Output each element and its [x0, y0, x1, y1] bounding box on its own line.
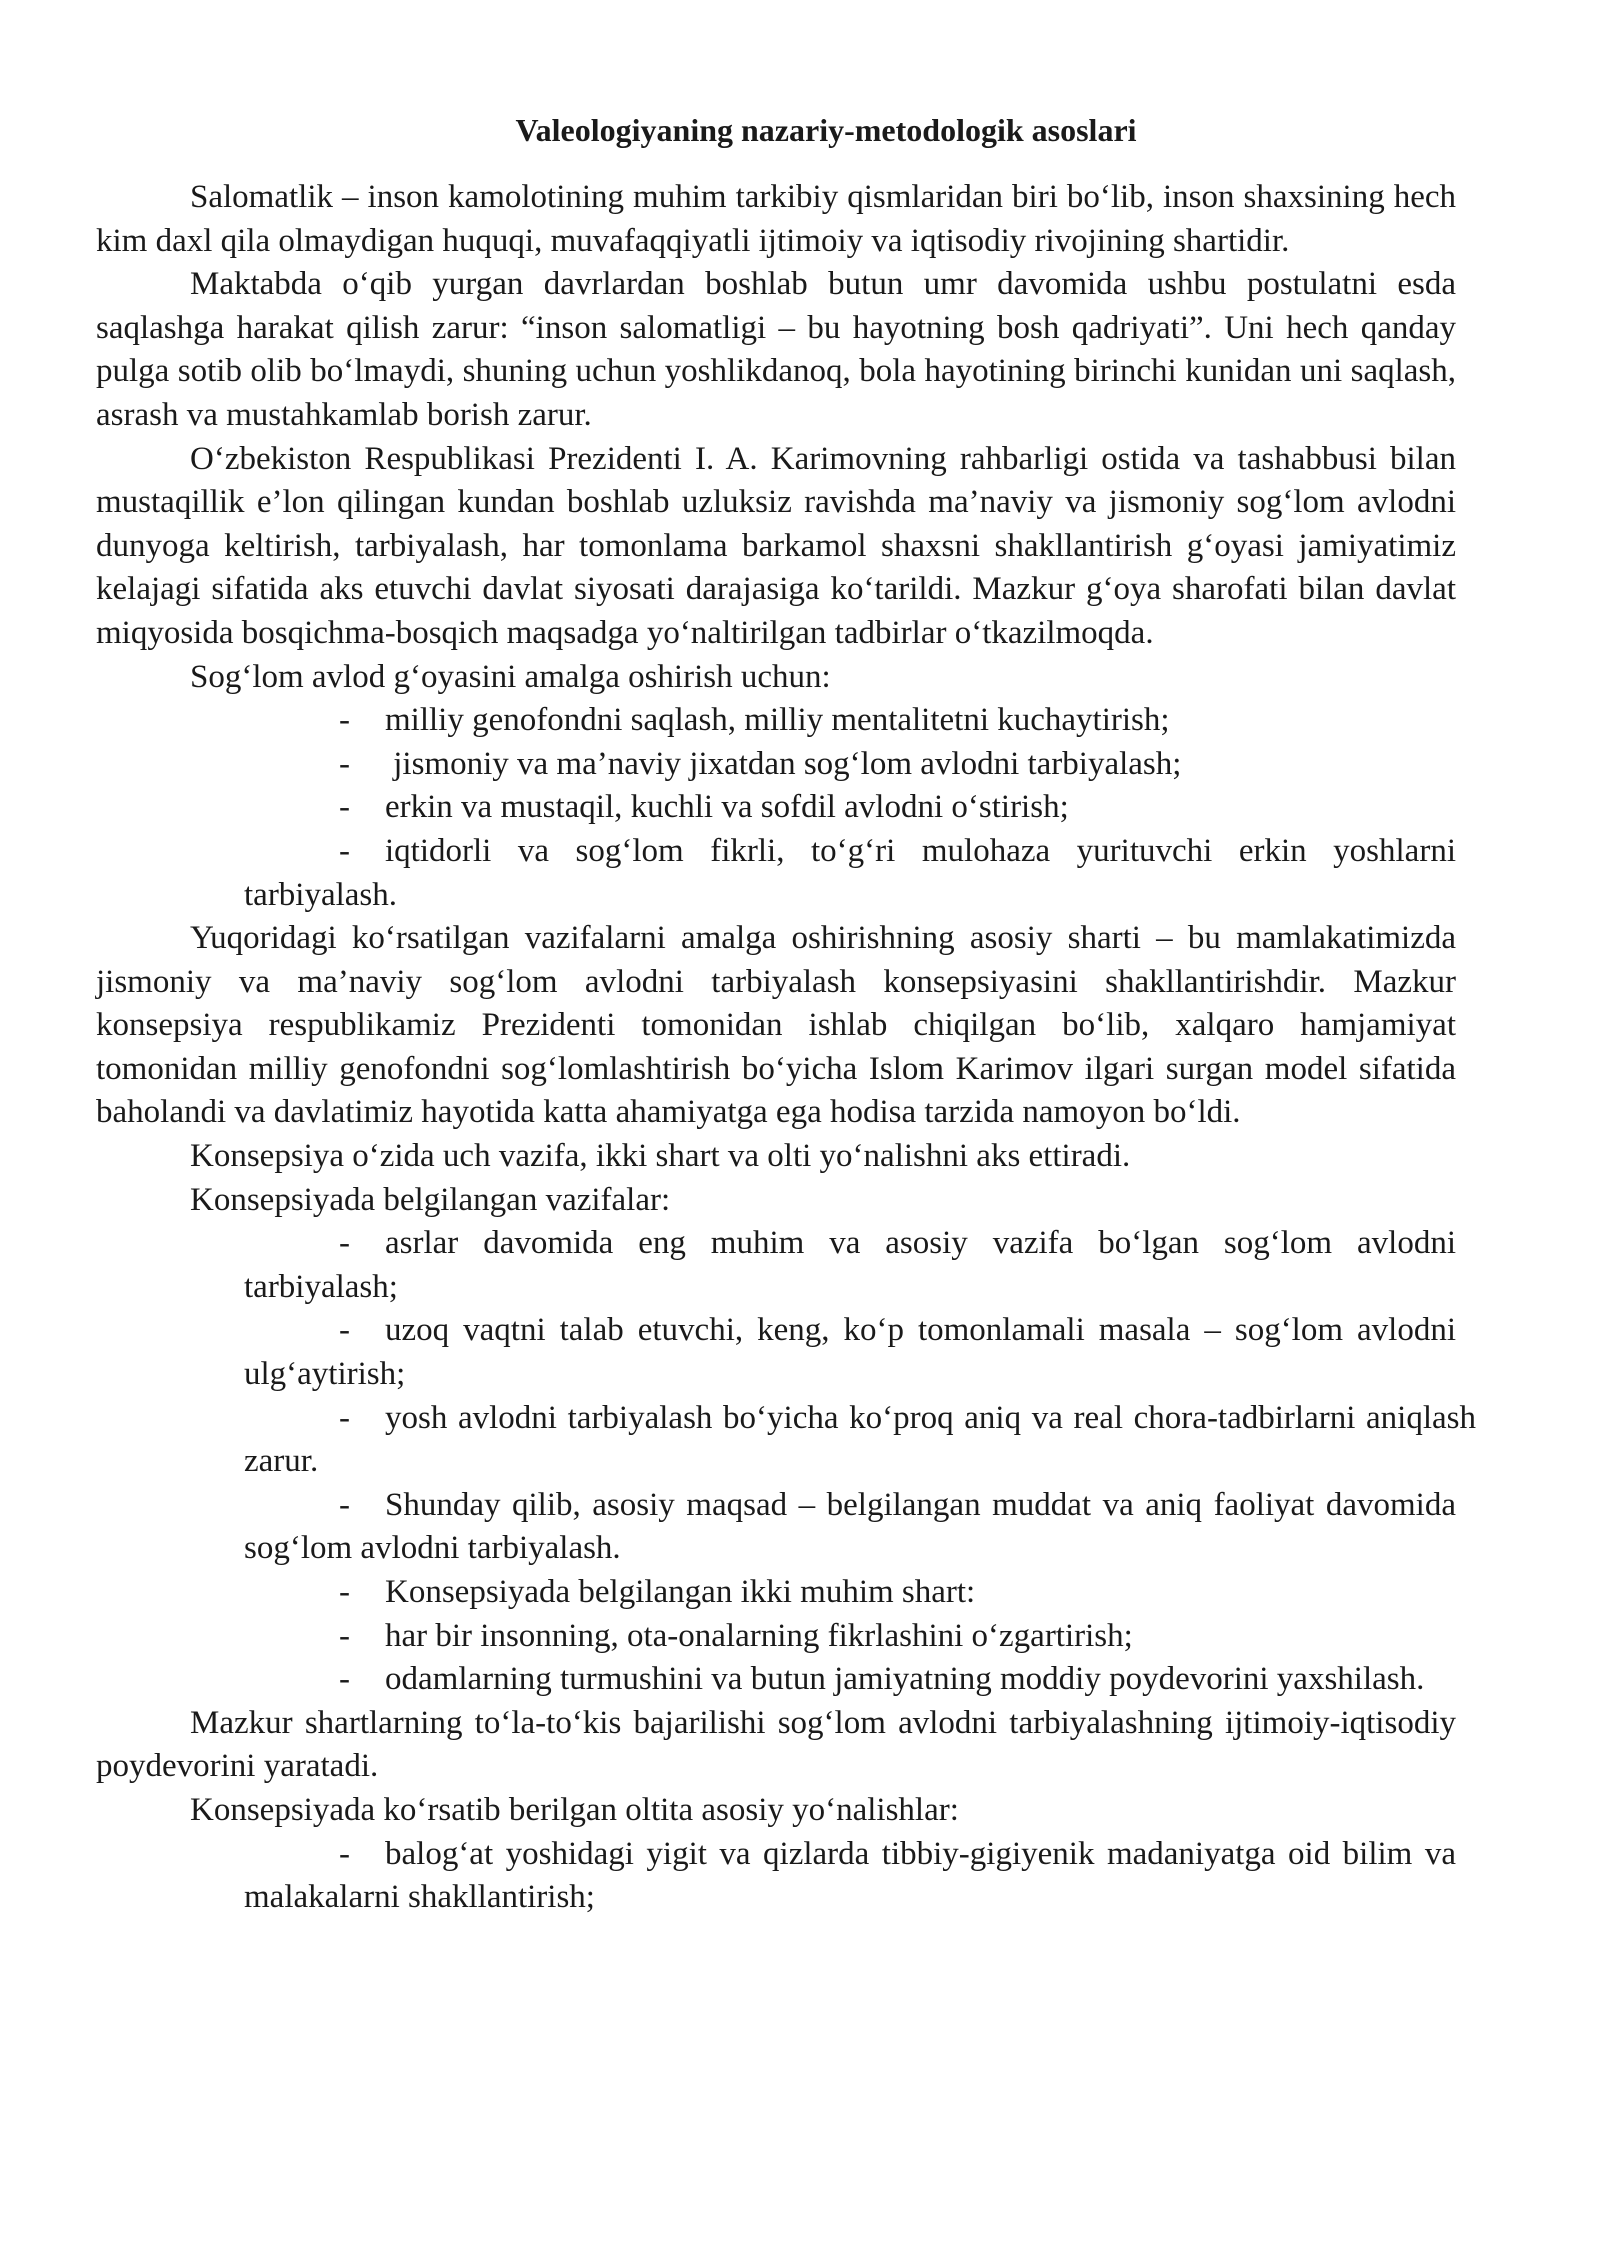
list-item	[96, 1658, 1456, 1702]
list-item	[96, 786, 1456, 830]
list-item-text: milliy genofondni saqlash, milliy mentalitetni kuchaytirish;	[385, 702, 1170, 739]
bullet-dash: -	[339, 1661, 350, 1698]
list-item	[96, 1484, 1456, 1571]
paragraph-yonalishlar-intro: Konsepsiyada ko‘rsatib berilgan oltita asosiy yo‘nalishlar:	[190, 1791, 959, 1828]
bullet-dash: -	[339, 832, 350, 869]
bullet-dash: -	[339, 745, 350, 782]
list-item	[96, 1222, 1456, 1309]
list-item	[96, 1571, 1456, 1615]
bullet-dash: -	[339, 1617, 350, 1654]
list-item-text: iqtidorli va sog‘lom fikrli, to‘g‘ri mulohaza yurituvchi erkin yoshlarni tarbiyalash.	[244, 832, 1456, 913]
list-item-text: balog‘at yoshidagi yigit va qizlarda tibbiy-gigiyenik madaniyatga oid bilim va malakalarni shakllantirish;	[244, 1835, 1456, 1916]
paragraph-salomatlik: Salomatlik – inson kamolotining muhim tarkibiy qismlaridan biri bo‘lib, inson shaxsining hech kim daxl qila olmaydigan huquqi, muvafaqqiyatli ijtimoiy va iqtisodiy rivojining shartidir.	[96, 179, 1456, 259]
list-item-text: har bir insonning, ota-onalarning fikrlashini o‘zgartirish;	[385, 1617, 1133, 1654]
paragraph-soglom-avlod-intro: Sog‘lom avlod g‘oyasini amalga oshirish uchun:	[190, 658, 831, 695]
list-item	[96, 743, 1456, 787]
list-item	[96, 1397, 1476, 1484]
bullet-dash: -	[339, 1399, 350, 1436]
paragraph-ozbekiston: O‘zbekiston Respublikasi Prezidenti I. A. Karimovning rahbarligi ostida va tashabbusi bilan mustaqillik e’lon qilingan kundan boshlab uzluksiz ravishda ma’naviy va jismoniy sog‘lom avlodni dunyoga keltirish, tarbiyalash, har tomonlama barkamol shaxsni shakllantirish g‘oyasi jamiyatimiz kelajagi sifatida aks etuvchi davlat siyosati darajasiga ko‘tarildi. Mazkur g‘oya sharofati bilan davlat miqyosida bosqichma-bosqich maqsadga yo‘naltirilgan tadbirlar o‘tkazilmoqda.	[96, 440, 1456, 651]
list-item-text: asrlar davomida eng muhim va asosiy vazifa bo‘lgan sog‘lom avlodni tarbiyalash;	[244, 1225, 1456, 1305]
list-item-text: odamlarning turmushini va butun jamiyatning moddiy poydevorini yaxshilash.	[385, 1661, 1425, 1698]
bullet-dash: -	[339, 1225, 350, 1262]
document-title: Valeologiyaning nazariy-metodologik asoslari	[515, 112, 1137, 148]
document-page	[96, 110, 1476, 1920]
list-item	[96, 1309, 1456, 1396]
paragraph-maktabda: Maktabda o‘qib yurgan davrlardan boshlab butun umr davomida ushbu postulatni esda saqlashga harakat qilish zarur: “inson salomatligi – bu hayotning bosh qadriyati”. Uni hech qanday pulga sotib olib bo‘lmaydi, shuning uchun yoshlikdanoq, bola hayotining birinchi kunidan uni saqlash, asrash va mustahkamlab borish zarur.	[96, 266, 1456, 433]
list-item-text: Konsepsiyada belgilangan ikki muhim shart:	[385, 1574, 976, 1610]
bullet-dash: -	[339, 702, 350, 739]
list-item-text: jismoniy va ma’naviy jixatdan sog‘lom avlodni tarbiyalash;	[385, 745, 1182, 782]
list-item-text: erkin va mustaqil, kuchli va sofdil avlodni o‘stirish;	[385, 789, 1069, 826]
paragraph-yuqoridagi: Yuqoridagi ko‘rsatilgan vazifalarni amalga oshirishning asosiy sharti – bu mamlakatimizda jismoniy va ma’naviy sog‘lom avlodni tarbiyalash konsepsiyasini shakllantirishdir. Mazkur konsepsiya respublikamiz Prezidenti tomonidan ishlab chiqilgan bo‘lib, xalqaro hamjamiyat tomonidan milliy genofondni sog‘lomlashtirish bo‘yicha Islom Karimov ilgari surgan model sifatida baholandi va davlatimiz hayotida katta ahamiyatga ega hodisa tarzida namoyon bo‘ldi.	[96, 920, 1456, 1131]
bullet-dash: -	[339, 1574, 350, 1610]
bullet-dash: -	[339, 1835, 350, 1872]
bullet-dash: -	[339, 1486, 350, 1523]
list-item-text: uzoq vaqtni talab etuvchi, keng, ko‘p tomonlamali masala – sog‘lom avlodni ulg‘aytirish;	[244, 1312, 1456, 1393]
list-item	[96, 699, 1456, 743]
list-item-text: yosh avlodni tarbiyalash bo‘yicha ko‘proq aniq va real chora-tadbirlarni aniqlash zarur.	[244, 1399, 1476, 1480]
list-item-text: Shunday qilib, asosiy maqsad – belgilangan muddat va aniq faoliyat davomida sog‘lom avlodni tarbiyalash.	[244, 1486, 1456, 1567]
paragraph-mazkur-shartlarning: Mazkur shartlarning to‘la-to‘kis bajarilishi sog‘lom avlodni tarbiyalashning ijtimoiy-iqtisodiy poydevorini yaratadi.	[96, 1704, 1456, 1785]
bullet-dash: -	[339, 789, 350, 826]
list-item	[96, 830, 1456, 917]
paragraph-vazifalar-intro: Konsepsiyada belgilangan vazifalar:	[190, 1181, 671, 1218]
list-item	[96, 1615, 1456, 1659]
bullet-dash: -	[339, 1312, 350, 1349]
paragraph-konsepsiya-uch-vazifa: Konsepsiya o‘zida uch vazifa, ikki shart va olti yo‘nalishni aks ettiradi.	[190, 1138, 1131, 1175]
list-item	[96, 1833, 1456, 1920]
